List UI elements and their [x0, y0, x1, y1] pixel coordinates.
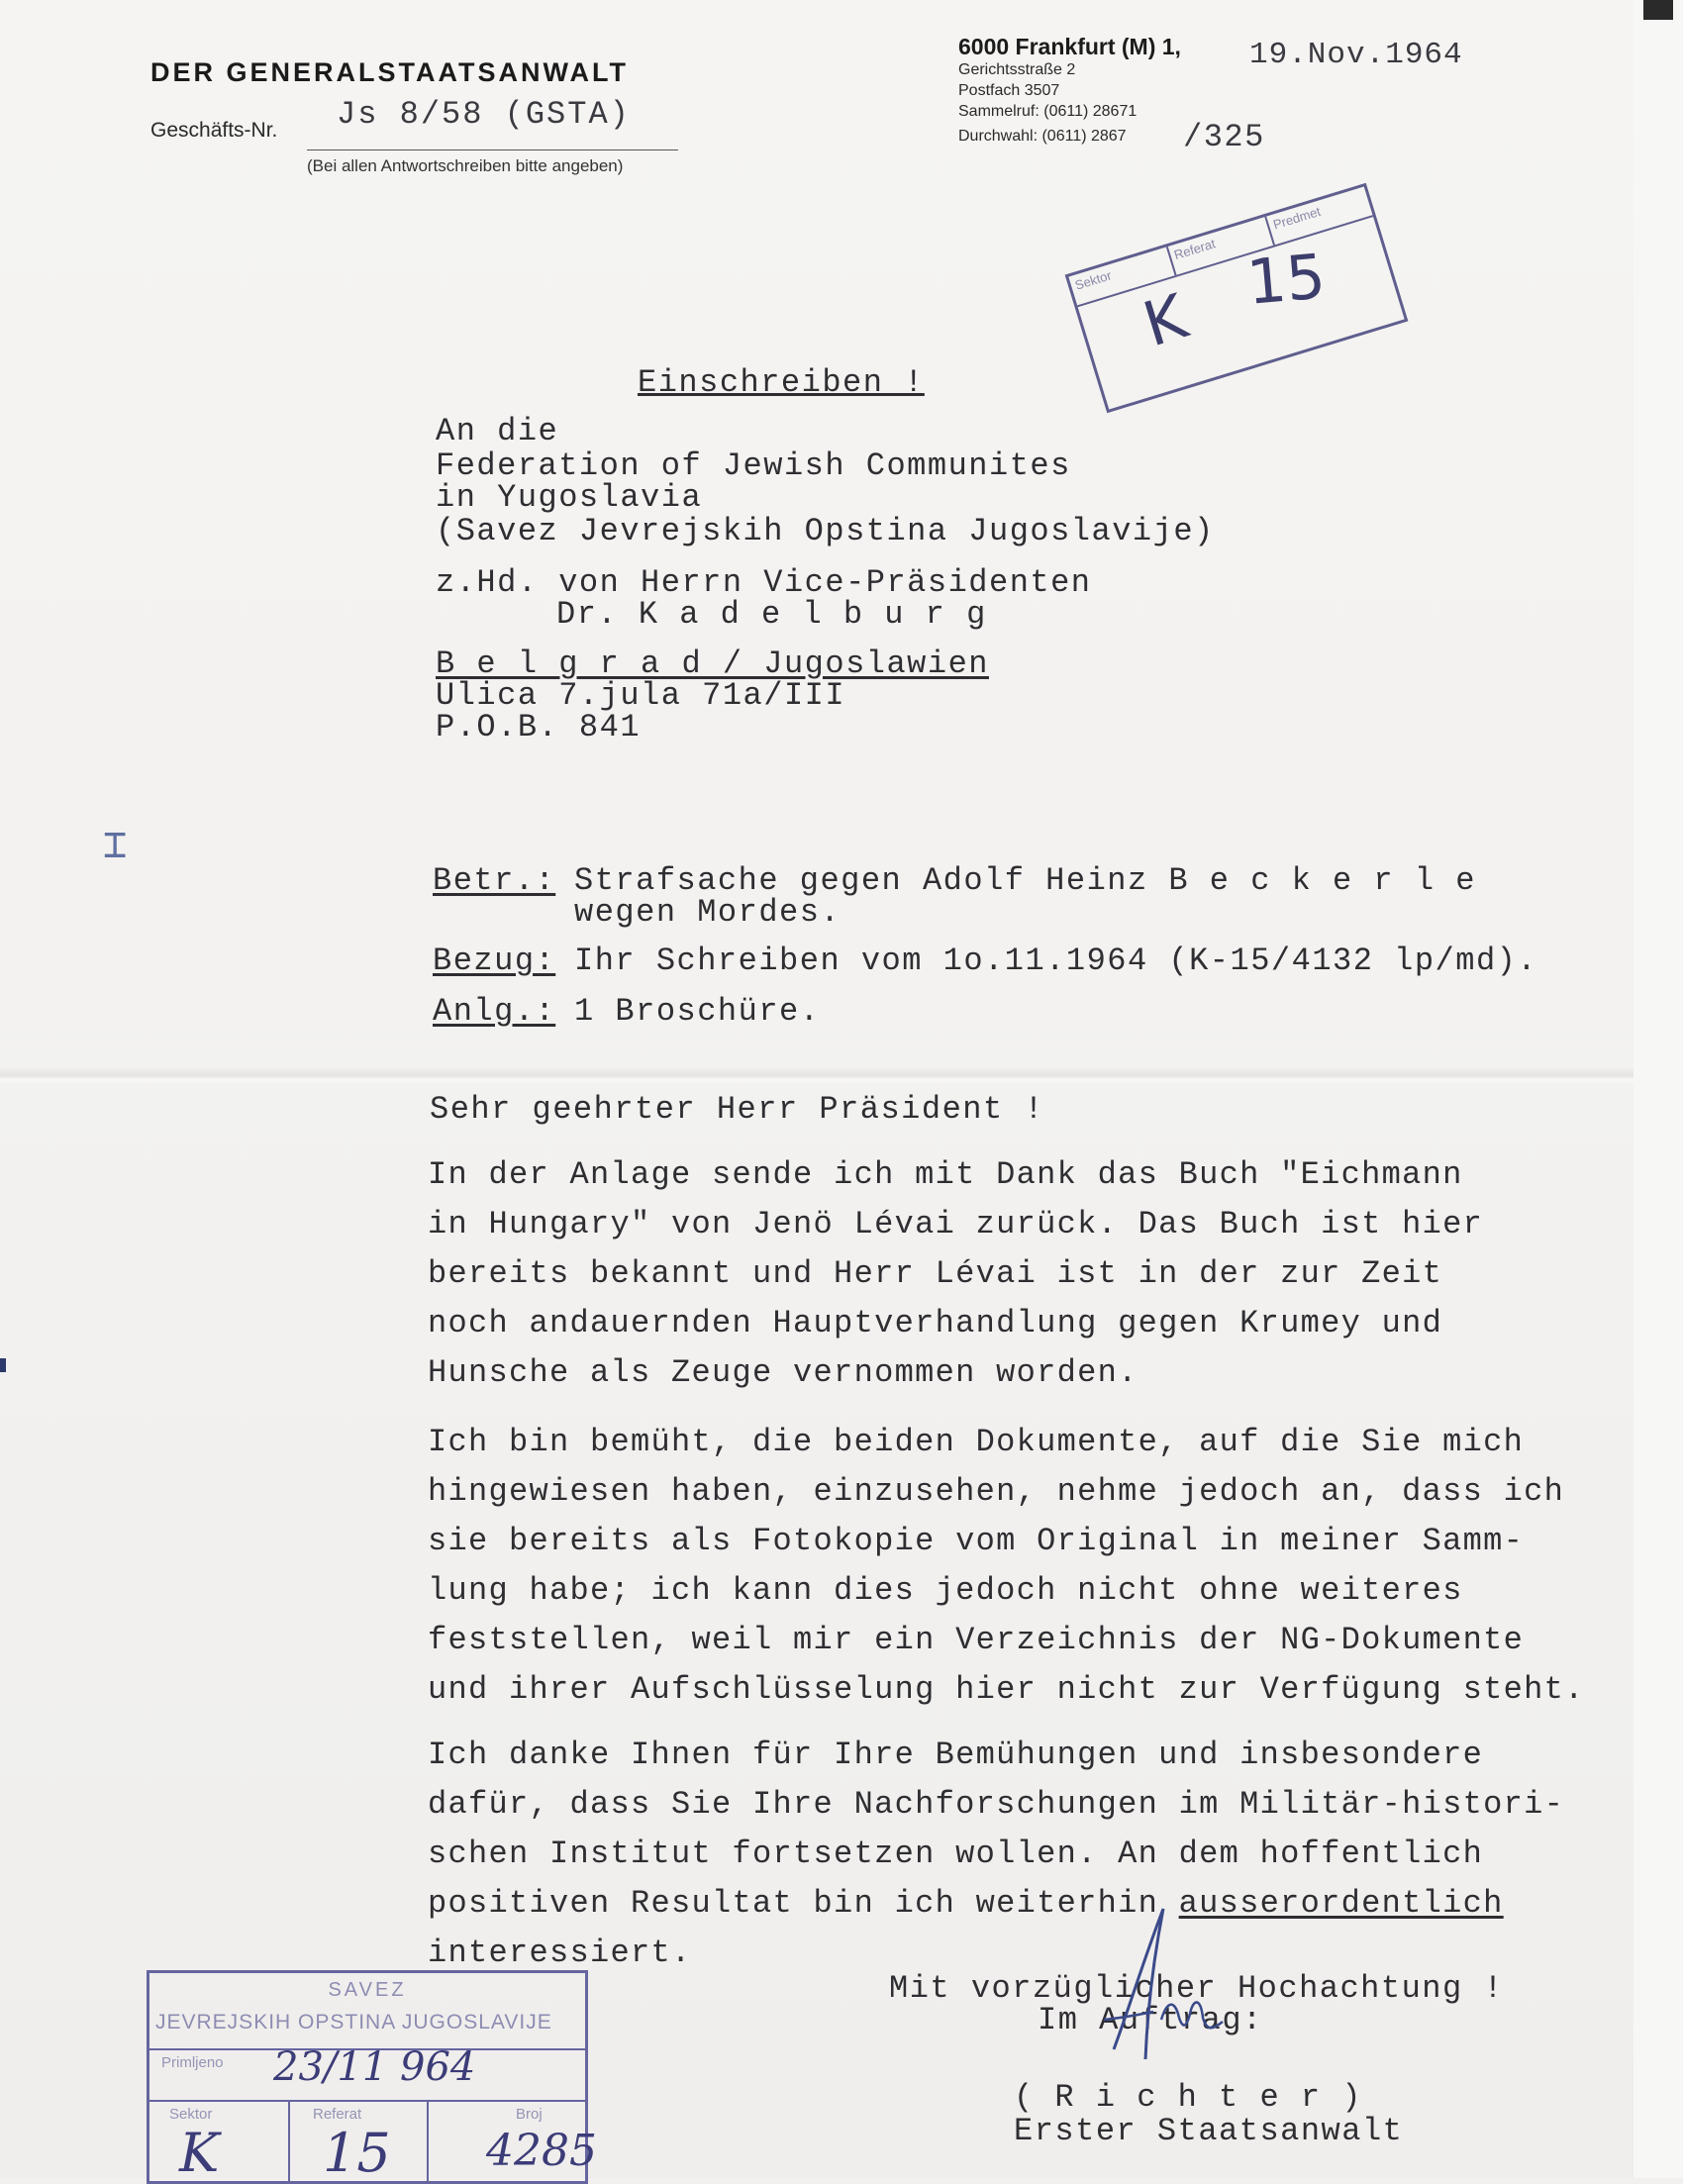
p2-line: und ihrer Aufschlüsselung hier nicht zur Verfügung steht. [428, 1671, 1585, 1708]
stamp-org-line-1: SAVEZ [328, 1979, 407, 2001]
paragraph-3 [428, 1731, 1564, 1978]
recipient-city: B e l g r a d / Jugoslawien [436, 645, 989, 682]
p3-line: schen Institut fortsetzen wollen. An dem hoffentlich [428, 1836, 1484, 1872]
reply-note: (Bei allen Antwortschreiben bitte angeben) [307, 156, 624, 175]
stamp-col-divider [427, 2100, 429, 2181]
recipient-street: Ulica 7.jula 71a/III [436, 677, 846, 714]
sender-street: Gerichtsstraße 2 [958, 61, 1076, 78]
bezug-text: Ihr Schreiben vom 1o.11.1964 (K-15/4132 lp/md). [574, 943, 1538, 979]
recipient-pob: P.O.B. 841 [436, 709, 642, 745]
recipient-attn-2: Dr. K a d e l b u r g [556, 596, 987, 633]
signatory-name: ( R i c h t e r ) [1014, 2079, 1362, 2116]
left-edge-mark [0, 1358, 6, 1372]
p2-line: hingewiesen haben, einzusehen, nehme jedoch an, dass ich [428, 1473, 1565, 1510]
paragraph-1 [428, 1150, 1483, 1398]
p1-line: in Hungary" von Jenö Lévai zurück. Das Buch ist hier [428, 1206, 1484, 1242]
sender-po-box: Postfach 3507 [958, 82, 1060, 99]
handwritten-signature [1084, 1901, 1233, 2064]
stamp-cell-referat: Referat [1167, 216, 1275, 274]
p3-line-4-text: positiven Resultat bin ich weiterhin [428, 1885, 1179, 1922]
sender-city: 6000 Frankfurt (M) 1, [958, 34, 1181, 59]
p2-line: feststellen, weil mir ein Verzeichnis der NG-Dokumente [428, 1622, 1525, 1658]
stamp-received-date: 23/11 964 [273, 2044, 476, 2090]
stamp-hand-15: 15 [323, 2122, 391, 2184]
recipient-line-1: An die [436, 413, 559, 449]
letter-date: 19.Nov.1964 [1249, 38, 1463, 72]
salutation: Sehr geehrter Herr Präsident ! [430, 1091, 1045, 1128]
p2-line: sie bereits als Fotokopie vom Original in meiner Samm- [428, 1523, 1525, 1559]
p3-line: Ich danke Ihnen für Ihre Bemühungen und insbesondere [428, 1737, 1484, 1773]
paragraph-2 [428, 1418, 1585, 1715]
page-edge [1634, 0, 1683, 2178]
p3-line: interessiert. [428, 1935, 692, 1971]
file-number-label: Geschäfts-Nr. [150, 119, 278, 142]
p1-line: bereits bekannt und Herr Lévai ist in der zur Zeit [428, 1255, 1443, 1292]
recipient-line-4: (Savez Jevrejskih Opstina Jugoslavije) [436, 513, 1215, 549]
stamp-rule [149, 2100, 585, 2102]
p3-emphasis: ausserordentlich [1178, 1885, 1504, 1922]
p3-line: dafür, dass Sie Ihre Nachforschungen im Militär-histori- [428, 1786, 1565, 1823]
stamp-received-label: Primljeno [161, 2054, 224, 2071]
paper-fold [0, 1067, 1634, 1085]
registered-mail-heading: Einschreiben ! [638, 364, 925, 401]
recipient-line-2: Federation of Jewish Communites [436, 447, 1071, 484]
p2-line: Ich bin bemüht, die beiden Dokumente, auf die Sie mich [428, 1424, 1525, 1460]
stamp-cell-sektor: Sektor [1068, 247, 1176, 305]
recipient-line-3: in Yugoslavia [436, 479, 703, 516]
stamp-hand-15: 15 [1243, 240, 1329, 319]
signatory-title: Erster Staatsanwalt [1014, 2113, 1404, 2149]
received-stamp [147, 1970, 597, 2184]
p2-line: lung habe; ich kann dies jedoch nicht ohne weiteres [428, 1572, 1463, 1609]
betr-text-2: wegen Mordes. [574, 894, 842, 931]
margin-tick-mark: ⌶ [103, 826, 128, 870]
stamp-hand-k: K [179, 2122, 220, 2184]
p1-line: Hunsche als Zeuge vernommen worden. [428, 1354, 1138, 1391]
stamp-hand-k: K [1135, 279, 1195, 361]
stamp-org-line-2: JEVREJSKIH OPSTINA JUGOSLAVIJE [155, 2011, 552, 2034]
authority-title: DER GENERALSTAATSANWALT [150, 57, 629, 87]
betr-label: Betr.: [433, 862, 556, 899]
stamp-col-divider [288, 2100, 290, 2181]
sender-switchboard: Sammelruf: (0611) 28671 [958, 103, 1138, 120]
stamp-col-sektor: Sektor [169, 2106, 213, 2123]
stamp-col-referat: Referat [313, 2106, 362, 2123]
closing-on-behalf: Im Auftrag: [1038, 2002, 1263, 2038]
p1-line: noch andauernden Hauptverhandlung gegen Krumey und [428, 1305, 1443, 1341]
p1-line: In der Anlage sende ich mit Dank das Buch "Eichmann [428, 1156, 1463, 1193]
file-number-rule [307, 149, 678, 150]
recipient-attn-1: z.Hd. von Herrn Vice-Präsidenten [436, 564, 1092, 601]
p3-line [428, 1879, 1564, 1929]
closing-greeting: Mit vorzüglicher Hochachtung ! [889, 1970, 1505, 2007]
bezug-label: Bezug: [433, 943, 556, 979]
sender-direct-dial: Durchwahl: (0611) 2867 [958, 128, 1127, 145]
scan-corner [1643, 0, 1673, 20]
anlg-label: Anlg.: [433, 993, 556, 1030]
direct-dial-extension: /325 [1183, 119, 1265, 155]
file-number: Js 8/58 (GSTA) [337, 96, 631, 133]
stamp-hand-number: 4285 [486, 2126, 597, 2176]
stamp-col-broj: Broj [516, 2106, 543, 2123]
stamp-cell-predmet: Predmet [1271, 203, 1323, 233]
betr-text-1: Strafsache gegen Adolf Heinz B e c k e r l e [574, 862, 1476, 899]
anlg-text: 1 Broschüre. [574, 993, 821, 1030]
